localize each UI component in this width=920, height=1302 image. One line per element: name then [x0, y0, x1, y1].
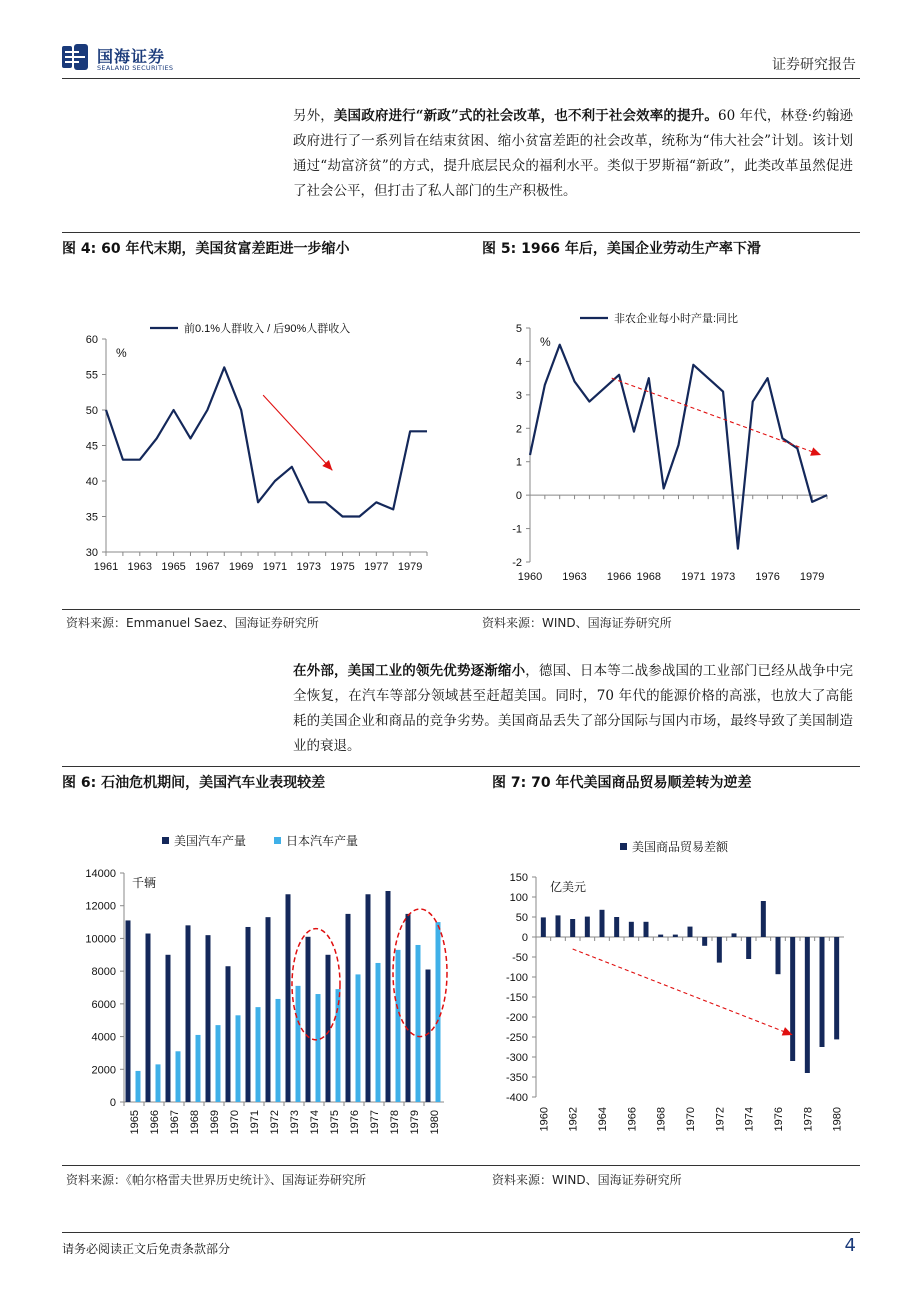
fig5-chart — [482, 290, 862, 595]
bar-us-car-production — [266, 917, 271, 1102]
x-tick-label: 1973 — [710, 571, 736, 583]
fig5-source: 资料来源：WIND、国海证券研究所 — [482, 616, 672, 630]
x-tick-label: 1966 — [606, 571, 632, 583]
x-tick-label: 1964 — [597, 1107, 609, 1132]
bar-japan-car-production — [176, 1051, 181, 1102]
company-name-cn: 国海证券 — [97, 47, 166, 66]
bar-trade-balance — [629, 922, 634, 937]
x-tick-label: 1968 — [636, 571, 662, 583]
bar-japan-car-production — [296, 986, 301, 1102]
y-tick-label: 2000 — [91, 1064, 116, 1077]
bar-us-car-production — [406, 914, 411, 1102]
legend-label: 美国商品贸易差额 — [632, 840, 729, 854]
unit-label: 亿美元 — [550, 880, 587, 894]
bar-trade-balance — [834, 937, 839, 1039]
unit-label: % — [540, 335, 551, 349]
fig4-source: 资料来源：Emmanuel Saez、国海证券研究所 — [66, 616, 319, 630]
footer-rule — [62, 1232, 860, 1233]
y-tick-label: 5 — [515, 323, 522, 335]
bar-us-car-production — [306, 937, 311, 1102]
bar-trade-balance — [556, 915, 561, 937]
series-line — [530, 345, 827, 549]
bar-trade-balance — [673, 935, 678, 937]
x-tick-label: 1977 — [369, 1110, 381, 1135]
x-tick-label: 1967 — [169, 1110, 181, 1135]
x-tick-label: 1961 — [93, 561, 119, 573]
x-tick-label: 1966 — [626, 1107, 639, 1132]
y-tick-label: 45 — [85, 440, 98, 453]
x-tick-label: 1973 — [289, 1110, 301, 1135]
fig4-title: 图 4: 60 年代末期，美国贫富差距进一步缩小 — [62, 241, 350, 257]
bar-us-car-production — [326, 955, 331, 1102]
legend-swatch — [162, 837, 169, 844]
x-tick-label: 1970 — [685, 1107, 697, 1132]
fig5-title: 图 5: 1966 年后，美国企业劳动生产率下滑 — [482, 241, 761, 257]
page-number: 4 — [844, 1235, 856, 1256]
fig-row1-bottom-rule — [62, 609, 860, 610]
y-tick-label: 1 — [515, 456, 522, 469]
bar-japan-car-production — [436, 922, 441, 1102]
y-tick-label: 10000 — [85, 933, 116, 946]
bar-japan-car-production — [216, 1025, 221, 1102]
x-tick-label: 1978 — [802, 1107, 815, 1132]
company-name-en: SEALAND SECURITIES — [97, 64, 174, 72]
bar-trade-balance — [541, 917, 546, 937]
fig7-chart — [492, 830, 862, 1160]
x-tick-label: 1967 — [195, 561, 220, 573]
bar-japan-car-production — [156, 1064, 161, 1102]
legend-label: 美国汽车产量 — [174, 834, 247, 848]
bar-us-car-production — [246, 927, 251, 1102]
y-tick-label: 150 — [509, 872, 528, 884]
y-tick-label: 50 — [85, 405, 98, 417]
y-tick-label: 40 — [85, 476, 98, 488]
x-tick-label: 1972 — [714, 1107, 727, 1132]
y-tick-label: 6000 — [91, 998, 116, 1011]
x-tick-label: 1960 — [538, 1107, 551, 1132]
x-tick-label: 1966 — [149, 1110, 161, 1135]
fig4-chart — [62, 290, 462, 590]
bar-trade-balance — [820, 937, 825, 1047]
x-tick-label: 1980 — [831, 1107, 844, 1132]
x-tick-label: 1975 — [329, 1110, 341, 1135]
y-tick-label: 55 — [85, 369, 98, 382]
bar-us-car-production — [426, 970, 431, 1102]
x-tick-label: 1977 — [364, 561, 389, 573]
y-tick-label: 3 — [515, 389, 522, 402]
fig7-title: 图 7: 70 年代美国商品贸易顺差转为逆差 — [492, 775, 752, 791]
x-tick-label: 1971 — [681, 571, 706, 583]
y-tick-label: 60 — [85, 334, 98, 346]
trend-arrow-line — [263, 395, 332, 470]
x-tick-label: 1979 — [799, 571, 825, 583]
y-tick-label: 4000 — [91, 1031, 116, 1044]
bar-trade-balance — [570, 919, 575, 937]
fig-row1-top-rule — [62, 232, 860, 233]
y-tick-label: -250 — [505, 1032, 528, 1044]
x-tick-label: 1963 — [562, 571, 587, 583]
y-tick-label: -1 — [512, 523, 522, 536]
x-tick-label: 1973 — [296, 561, 321, 573]
x-tick-label: 1979 — [397, 561, 423, 573]
x-tick-label: 1971 — [262, 561, 288, 573]
legend-label: 日本汽车产量 — [286, 834, 359, 848]
bar-japan-car-production — [196, 1035, 201, 1102]
y-tick-label: 0 — [109, 1097, 116, 1109]
report-type: 证券研究报告 — [772, 57, 856, 73]
bar-trade-balance — [585, 917, 590, 937]
bar-japan-car-production — [276, 999, 281, 1102]
x-tick-label: 1976 — [773, 1107, 785, 1132]
series-line — [106, 367, 427, 516]
bar-us-car-production — [146, 934, 151, 1102]
trend-arrow-head — [810, 447, 821, 455]
x-tick-label: 1975 — [330, 561, 355, 573]
bar-trade-balance — [644, 922, 649, 937]
bar-japan-car-production — [416, 945, 421, 1102]
y-tick-label: 50 — [515, 912, 528, 924]
y-tick-label: -2 — [512, 557, 522, 569]
bar-us-car-production — [186, 925, 191, 1102]
bar-us-car-production — [386, 891, 391, 1102]
fig6-chart — [62, 825, 462, 1160]
fig7-source: 资料来源：WIND、国海证券研究所 — [492, 1173, 682, 1187]
y-tick-label: -400 — [505, 1092, 528, 1104]
y-tick-label: -350 — [505, 1072, 528, 1084]
legend-label: 非农企业每小时产量:同比 — [614, 313, 739, 325]
y-tick-label: 30 — [85, 547, 98, 559]
x-tick-label: 1978 — [389, 1110, 401, 1135]
x-tick-label: 1963 — [127, 561, 153, 573]
y-tick-label: -200 — [505, 1012, 528, 1024]
fig-row2-top-rule — [62, 766, 860, 767]
x-tick-label: 1969 — [209, 1110, 221, 1135]
bar-trade-balance — [790, 937, 795, 1061]
y-tick-label: 100 — [509, 892, 528, 904]
bar-trade-balance — [688, 927, 693, 937]
x-tick-label: 1965 — [129, 1110, 141, 1135]
paragraph-1: 另外，美国政府进行“新政”式的社会改革，也不利于社会效率的提升。60 年代，林登·约翰逊政府进行了一系列旨在结束贫困、缩小贫富差距的社会改革，统称为“伟大社会”计划。该计划通过“劫富济贫”的方式，提升底层民众的福利水平。类似于罗斯福“新政”，此类改革虽然促进了社会公平，但打击了私人部门的生产积极性。 — [293, 108, 854, 199]
x-tick-label: 1962 — [567, 1107, 580, 1132]
y-tick-label: -150 — [505, 992, 528, 1004]
footer-disclaimer: 请务必阅读正文后免责条款部分 — [62, 1242, 231, 1256]
y-tick-label: 8000 — [91, 966, 116, 979]
header-rule — [62, 78, 860, 79]
bar-us-car-production — [226, 966, 231, 1102]
bar-trade-balance — [732, 933, 737, 937]
unit-label: 千辆 — [132, 876, 157, 890]
x-tick-label: 1974 — [309, 1110, 321, 1135]
trend-arrow-line — [573, 949, 793, 1035]
x-tick-label: 1960 — [517, 571, 543, 583]
bar-japan-car-production — [236, 1015, 241, 1102]
bar-japan-car-production — [356, 974, 361, 1102]
fig6-title: 图 6: 石油危机期间，美国汽车业表现较差 — [62, 775, 326, 791]
bar-trade-balance — [746, 937, 751, 959]
bar-japan-car-production — [336, 989, 341, 1102]
x-tick-label: 1974 — [743, 1107, 756, 1132]
legend-swatch — [620, 843, 627, 850]
x-tick-label: 1976 — [349, 1110, 361, 1135]
bar-japan-car-production — [376, 963, 381, 1102]
bar-trade-balance — [717, 937, 722, 963]
fig6-source: 资料来源：《帕尔格雷夫世界历史统计》、国海证券研究所 — [66, 1173, 367, 1187]
bar-us-car-production — [166, 955, 171, 1102]
x-tick-label: 1976 — [755, 571, 780, 583]
bar-trade-balance — [600, 910, 605, 937]
bar-japan-car-production — [316, 994, 321, 1102]
y-tick-label: 2 — [515, 423, 522, 436]
y-tick-label: 14000 — [85, 868, 116, 880]
x-tick-label: 1965 — [161, 561, 186, 573]
x-tick-label: 1971 — [249, 1110, 261, 1135]
x-tick-label: 1969 — [228, 561, 254, 573]
paragraph-2: 在外部，美国工业的领先优势逐渐缩小，德国、日本等二战参战国的工业部门已经从战争中完全恢复，在汽车等部分领域甚至赶超美国。同时，70 年代的能源价格的高涨，也放大了高能耗的美国企业和商品的竞争劣势。美国商品丢失了部分国际与国内市场，最终导致了美国制造业的衰退。 — [293, 663, 854, 754]
y-tick-label: 4 — [515, 356, 522, 369]
y-tick-label: -300 — [505, 1052, 528, 1064]
x-tick-label: 1980 — [429, 1110, 441, 1135]
y-tick-label: 12000 — [85, 900, 116, 913]
bar-us-car-production — [346, 914, 351, 1102]
bar-us-car-production — [206, 935, 211, 1102]
sealand-logo-icon — [62, 44, 90, 70]
bar-us-car-production — [366, 894, 371, 1102]
bar-trade-balance — [805, 937, 810, 1073]
bar-trade-balance — [761, 901, 766, 937]
legend-swatch — [274, 837, 281, 844]
bar-us-car-production — [286, 894, 291, 1102]
unit-label: % — [116, 346, 127, 360]
y-tick-label: 35 — [85, 511, 98, 524]
fig-row2-bottom-rule — [62, 1165, 860, 1166]
x-tick-label: 1972 — [269, 1110, 281, 1135]
bar-trade-balance — [614, 917, 619, 937]
bar-japan-car-production — [256, 1007, 261, 1102]
y-tick-label: 0 — [521, 932, 528, 944]
x-tick-label: 1968 — [189, 1110, 201, 1135]
bar-us-car-production — [126, 920, 131, 1102]
bar-japan-car-production — [396, 950, 401, 1102]
bar-trade-balance — [776, 937, 781, 974]
bar-trade-balance — [658, 935, 663, 937]
x-tick-label: 1979 — [409, 1110, 421, 1135]
y-tick-label: 0 — [515, 490, 522, 503]
trend-arrow-line — [612, 378, 821, 455]
x-tick-label: 1970 — [229, 1110, 241, 1135]
legend-label: 前0.1%人群收入 / 后90%人群收入 — [184, 323, 351, 335]
x-tick-label: 1968 — [655, 1107, 668, 1132]
y-tick-label: -100 — [505, 972, 528, 984]
y-tick-label: -50 — [512, 952, 528, 964]
bar-japan-car-production — [136, 1071, 141, 1102]
bar-trade-balance — [702, 937, 707, 946]
